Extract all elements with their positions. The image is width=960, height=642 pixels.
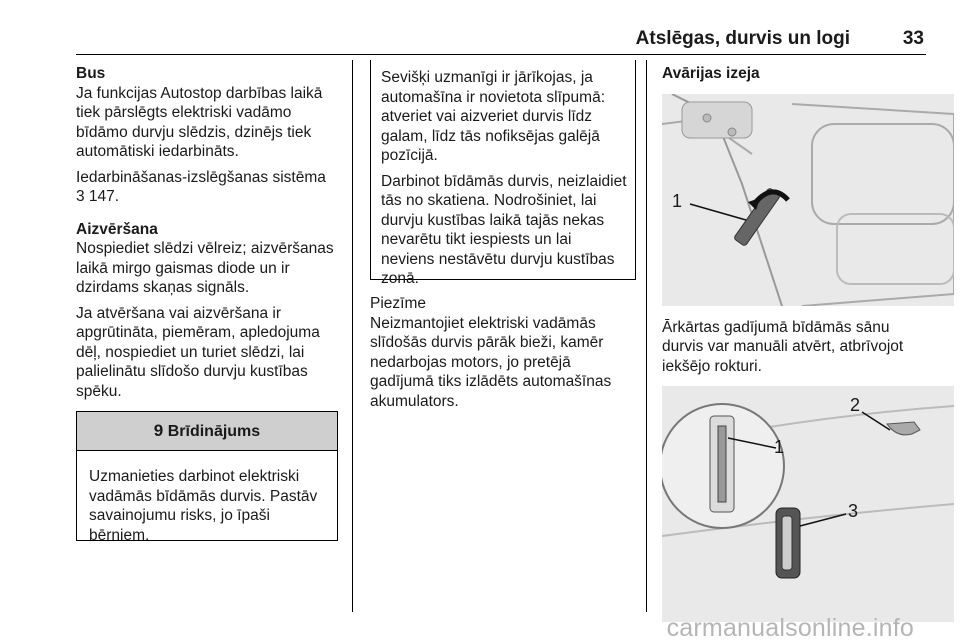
- figure-label: 2: [850, 395, 861, 415]
- paragraph: Nospiediet slēdzi vēlreiz; aizvēršanas laikā mirgo gaismas diode un ir dzirdams skaņas signāls.: [76, 240, 334, 296]
- warning-header: [77, 411, 337, 451]
- caution-box: [370, 60, 636, 287]
- warning-icon: 9: [153, 421, 164, 440]
- page-header: [0, 0, 960, 58]
- column-middle: [370, 64, 636, 411]
- caution-text: Sevišķi uzmanīgi ir jārīkojas, ja automašīna ir novietota slīpumā: atveriet vai aizveriet durvis līdz galam, līdz tās nofiksējas galējā pozīcijā.: [381, 69, 606, 164]
- column-divider: [352, 60, 353, 612]
- note-heading: Piezīme: [370, 295, 426, 312]
- figure-label: 1: [774, 437, 785, 457]
- page-number: 33: [902, 28, 924, 49]
- caution-text: Darbinot bīdāmās durvis, neizlaidiet tās no skatiena. Nodrošiniet, lai durvju kustības laikā tajās nekas nevarētu tikt iespiests un lai neviens nestāvētu durvju kustības zonā.: [381, 172, 627, 287]
- column-divider: [646, 60, 647, 612]
- warning-text: Uzmanieties darbinot elektriski vadāmās bīdāmās durvis. Pastāv savainojumu risks, jo īpaši bērniem.: [89, 468, 318, 544]
- warning-box: [76, 411, 338, 544]
- cross-reference: [76, 168, 344, 207]
- section-heading-bus: Bus: [76, 65, 106, 82]
- door-release-illustration: [662, 386, 954, 622]
- figure-label: 3: [848, 501, 859, 521]
- page-title: Atslēgas, durvis un logi: [635, 28, 850, 49]
- section-heading-closing: Aizvēršana: [76, 220, 158, 238]
- figure-door-release: [662, 386, 954, 622]
- reference-page[interactable]: 3 147.: [76, 188, 120, 205]
- column-right: [662, 64, 928, 622]
- note-text: Neizmantojiet elektriski vadāmās slīdošās durvis pārāk bieži, kamēr nedarbojas motors, jo pretējā gadījumā tiks izlādēts automašīnas akumulators.: [370, 314, 612, 410]
- paragraph: Ja atvēršana vai aizvēršana ir apgrūtināta, piemēram, apledojuma dēļ, nospiediet un turiet slēdzi, lai palielinātu slīdošo durvju kustības spēku.: [76, 304, 320, 400]
- door-handle-illustration: [662, 94, 954, 306]
- section-heading-emergency-exit: Avārijas izeja: [662, 65, 760, 82]
- note: [370, 294, 636, 411]
- header-rule: [76, 54, 926, 55]
- reference-text: Iedarbināšanas-izslēgšanas sistēma: [76, 168, 326, 186]
- figure-label: 1: [672, 190, 683, 211]
- figure-door-handle: [662, 94, 954, 306]
- paragraph: Ja funkcijas Autostop darbības laikā tiek pārslēgts elektriski vadāmo bīdāmo durvju slēdzis, dzinējs tiek automātiski iedarbināts.: [76, 84, 323, 160]
- warning-title: Brīdinājums: [167, 423, 261, 440]
- paragraph: Ārkārtas gadījumā bīdāmās sānu durvis var manuāli atvērt, atbrīvojot iekšējo rokturi.: [662, 318, 904, 375]
- watermark: carmanualsonline.info: [666, 614, 914, 642]
- column-left: [76, 64, 344, 544]
